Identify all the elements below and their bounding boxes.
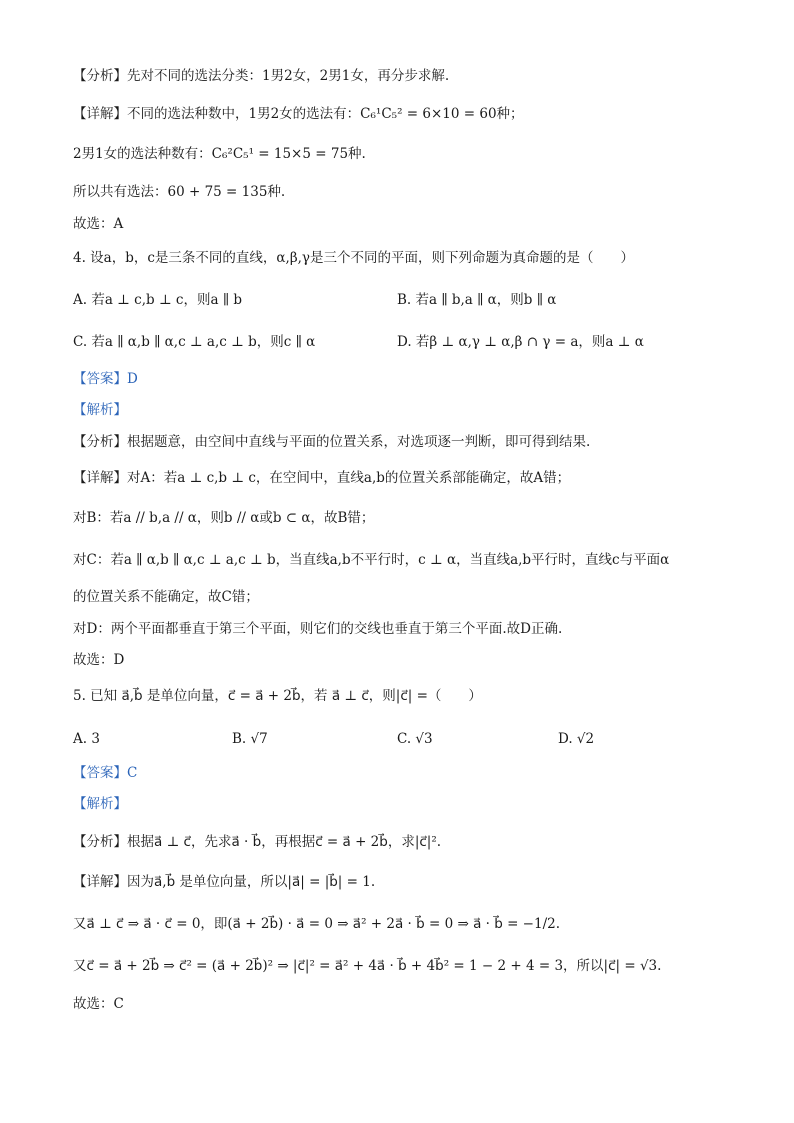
q5-option-b: B. √7 xyxy=(232,731,268,747)
q4-detail-a: 【详解】对A：若a ⊥ c,b ⊥ c，在空间中，直线a,b的位置关系部能确定，故A错； xyxy=(73,470,571,486)
q3-choice: 故选：A xyxy=(73,216,124,232)
q4-option-d: D. 若β ⊥ α,γ ⊥ α,β ∩ γ = a，则a ⊥ α xyxy=(397,334,644,350)
q4-analysis: 【分析】根据题意，由空间中直线与平面的位置关系，对选项逐一判断，即可得到结果. xyxy=(73,434,591,450)
q5-stem: 5. 已知 a⃗,b⃗ 是单位向量，c⃗ = a⃗ + 2b⃗，若 a⃗ ⊥ c⃗，则|c⃗| =（ ） xyxy=(73,688,482,704)
q4-option-a: A. 若a ⊥ c,b ⊥ c，则a ∥ b xyxy=(73,292,243,308)
q5-option-a: A. 3 xyxy=(73,731,100,747)
q4-stem: 4. 设a，b，c是三条不同的直线，α,β,γ是三个不同的平面，则下列命题为真命题的是（ ） xyxy=(73,250,634,266)
q5-detail-line2: 又a⃗ ⊥ c⃗ ⇒ a⃗ · c⃗ = 0，即(a⃗ + 2b⃗) · a⃗ = 0 ⇒ a⃗² + 2a⃗ · b⃗ = 0 ⇒ a⃗ · b⃗ = −1/2. xyxy=(73,916,561,932)
q4-jiexi-label: 【解析】 xyxy=(73,402,127,418)
q5-answer: 【答案】C xyxy=(73,765,138,781)
q5-analysis: 【分析】根据a⃗ ⊥ c⃗，先求a⃗ · b⃗，再根据c⃗ = a⃗ + 2b⃗，求|c⃗|². xyxy=(73,834,442,850)
q5-detail-line3: 又c⃗ = a⃗ + 2b⃗ ⇒ c⃗² = (a⃗ + 2b⃗)² ⇒ |c⃗|² = a⃗² + 4a⃗ · b⃗ + 4b⃗² = 1 − 2 + 4 = 3，所以|c⃗| = √3. xyxy=(73,958,662,974)
q4-detail-c-line1: 对C：若a ∥ α,b ∥ α,c ⊥ a,c ⊥ b，当直线a,b不平行时，c ⊥ α，当直线a,b平行时，直线c与平面α xyxy=(73,552,670,568)
q5-option-d: D. √2 xyxy=(558,731,595,747)
q5-choice: 故选：C xyxy=(73,996,124,1012)
q3-analysis: 【分析】先对不同的选法分类：1男2女，2男1女，再分步求解. xyxy=(73,68,450,84)
q4-detail-d: 对D：两个平面都垂直于第三个平面，则它们的交线也垂直于第三个平面.故D正确. xyxy=(73,621,563,637)
q4-detail-c-line2: 的位置关系不能确定，故C错； xyxy=(73,589,259,605)
q4-detail-b: 对B：若a // b,a // α，则b // α或b ⊂ α，故B错； xyxy=(73,510,375,526)
q4-option-b: B. 若a ∥ b,a ∥ α，则b ∥ α xyxy=(397,292,557,308)
q5-detail-line1: 【详解】因为a⃗,b⃗ 是单位向量，所以|a⃗| = |b⃗| = 1. xyxy=(73,874,376,890)
q3-detail-line1: 【详解】不同的选法种数中，1男2女的选法有：C₆¹C₅² = 6×10 = 60种； xyxy=(73,106,524,122)
q3-detail-line3: 所以共有选法：60 + 75 = 135种. xyxy=(73,184,286,200)
q3-detail-line2: 2男1女的选法种数有：C₆²C₅¹ = 15×5 = 75种. xyxy=(73,146,366,162)
q4-answer: 【答案】D xyxy=(73,371,138,387)
q5-option-c: C. √3 xyxy=(397,731,433,747)
q5-jiexi-label: 【解析】 xyxy=(73,796,127,812)
q4-option-c: C. 若a ∥ α,b ∥ α,c ⊥ a,c ⊥ b，则c ∥ α xyxy=(73,334,316,350)
q4-choice: 故选：D xyxy=(73,652,125,668)
